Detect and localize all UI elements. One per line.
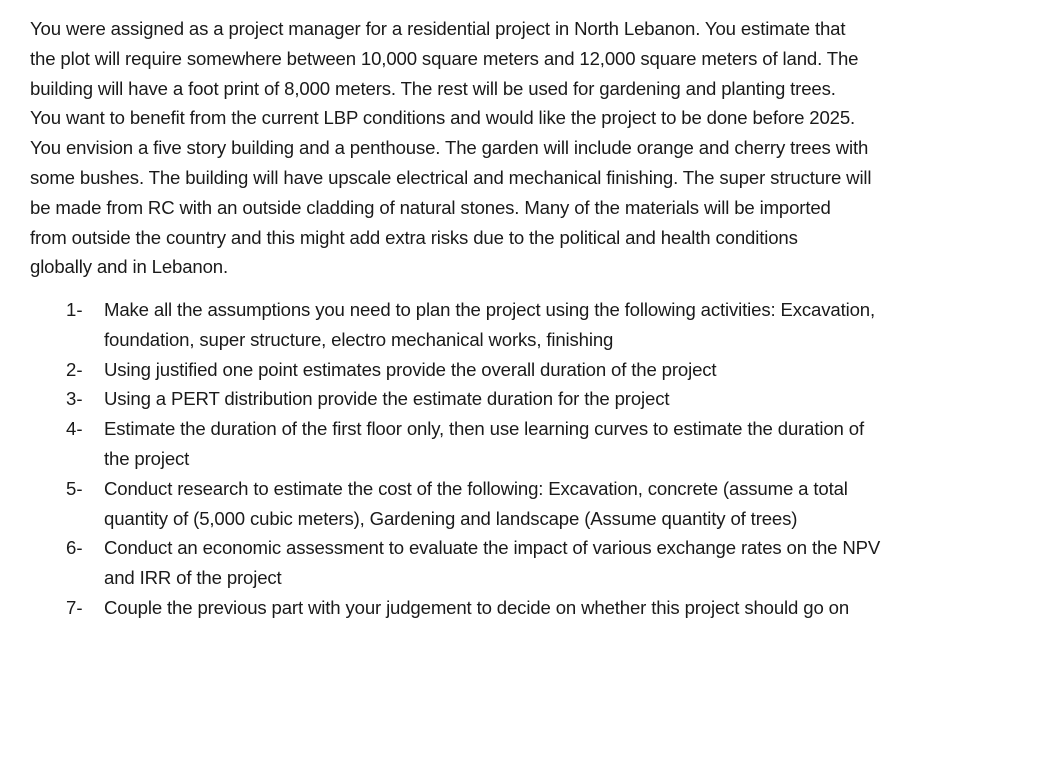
task-number: 5- (66, 477, 83, 499)
task-number: 6- (66, 537, 83, 559)
intro-line: You were assigned as a project manager for a residential project in North Lebanon. You estimate that (30, 18, 846, 39)
task-item-6 (66, 533, 1006, 593)
intro-line: building will have a foot print of 8,000 meters. The rest will be used for gardening and planting trees. (30, 77, 836, 99)
intro-line: You envision a five story building and a penthouse. The garden will include orange and cherry trees with (30, 137, 869, 159)
task-text-line: Using justified one point estimates provide the overall duration of the project (104, 358, 717, 380)
task-number: 4- (66, 418, 83, 440)
task-text-line: Make all the assumptions you need to plan the project using the following activities: Excavation, (104, 299, 875, 320)
task-item-4 (66, 414, 1006, 474)
intro-line: some bushes. The building will have upscale electrical and mechanical finishing. The super structure will (30, 166, 872, 188)
intro-line: from outside the country and this might add extra risks due to the political and health conditions (30, 226, 798, 248)
task-text-line: Estimate the duration of the first floor only, then use learning curves to estimate the duration of (104, 418, 864, 440)
task-number: 7- (66, 596, 83, 618)
task-text-line: the project (104, 447, 190, 469)
task-text-line: Conduct research to estimate the cost of the following: Excavation, concrete (assume a total (104, 477, 848, 499)
task-number: 2- (66, 358, 83, 380)
task-text-line: and IRR of the project (104, 567, 282, 589)
task-text-line: Using a PERT distribution provide the estimate duration for the project (104, 388, 670, 410)
task-number: 1- (66, 299, 83, 320)
intro-line: be made from RC with an outside cladding of natural stones. Many of the materials will be imported (30, 196, 831, 218)
task-text-line: foundation, super structure, electro mechanical works, finishing (104, 328, 614, 350)
task-item-1 (66, 295, 1006, 355)
task-item-3 (66, 384, 1006, 414)
intro-paragraph (30, 14, 1030, 282)
task-list (66, 295, 1006, 623)
task-item-2 (66, 355, 1006, 385)
task-text-line: Conduct an economic assessment to evaluate the impact of various exchange rates on the NPV (104, 537, 881, 559)
intro-line: You want to benefit from the current LBP conditions and would like the project to be done before 2025. (30, 107, 856, 129)
task-text-line: quantity of (5,000 cubic meters), Gardening and landscape (Assume quantity of trees) (104, 507, 798, 529)
intro-line: globally and in Lebanon. (30, 256, 228, 278)
task-item-7 (66, 593, 1006, 623)
task-text-line: Couple the previous part with your judgement to decide on whether this project should go on (104, 596, 850, 618)
intro-line: the plot will require somewhere between 10,000 square meters and 12,000 square meters of land. The (30, 47, 859, 69)
task-item-5 (66, 474, 1006, 534)
task-number: 3- (66, 388, 83, 410)
